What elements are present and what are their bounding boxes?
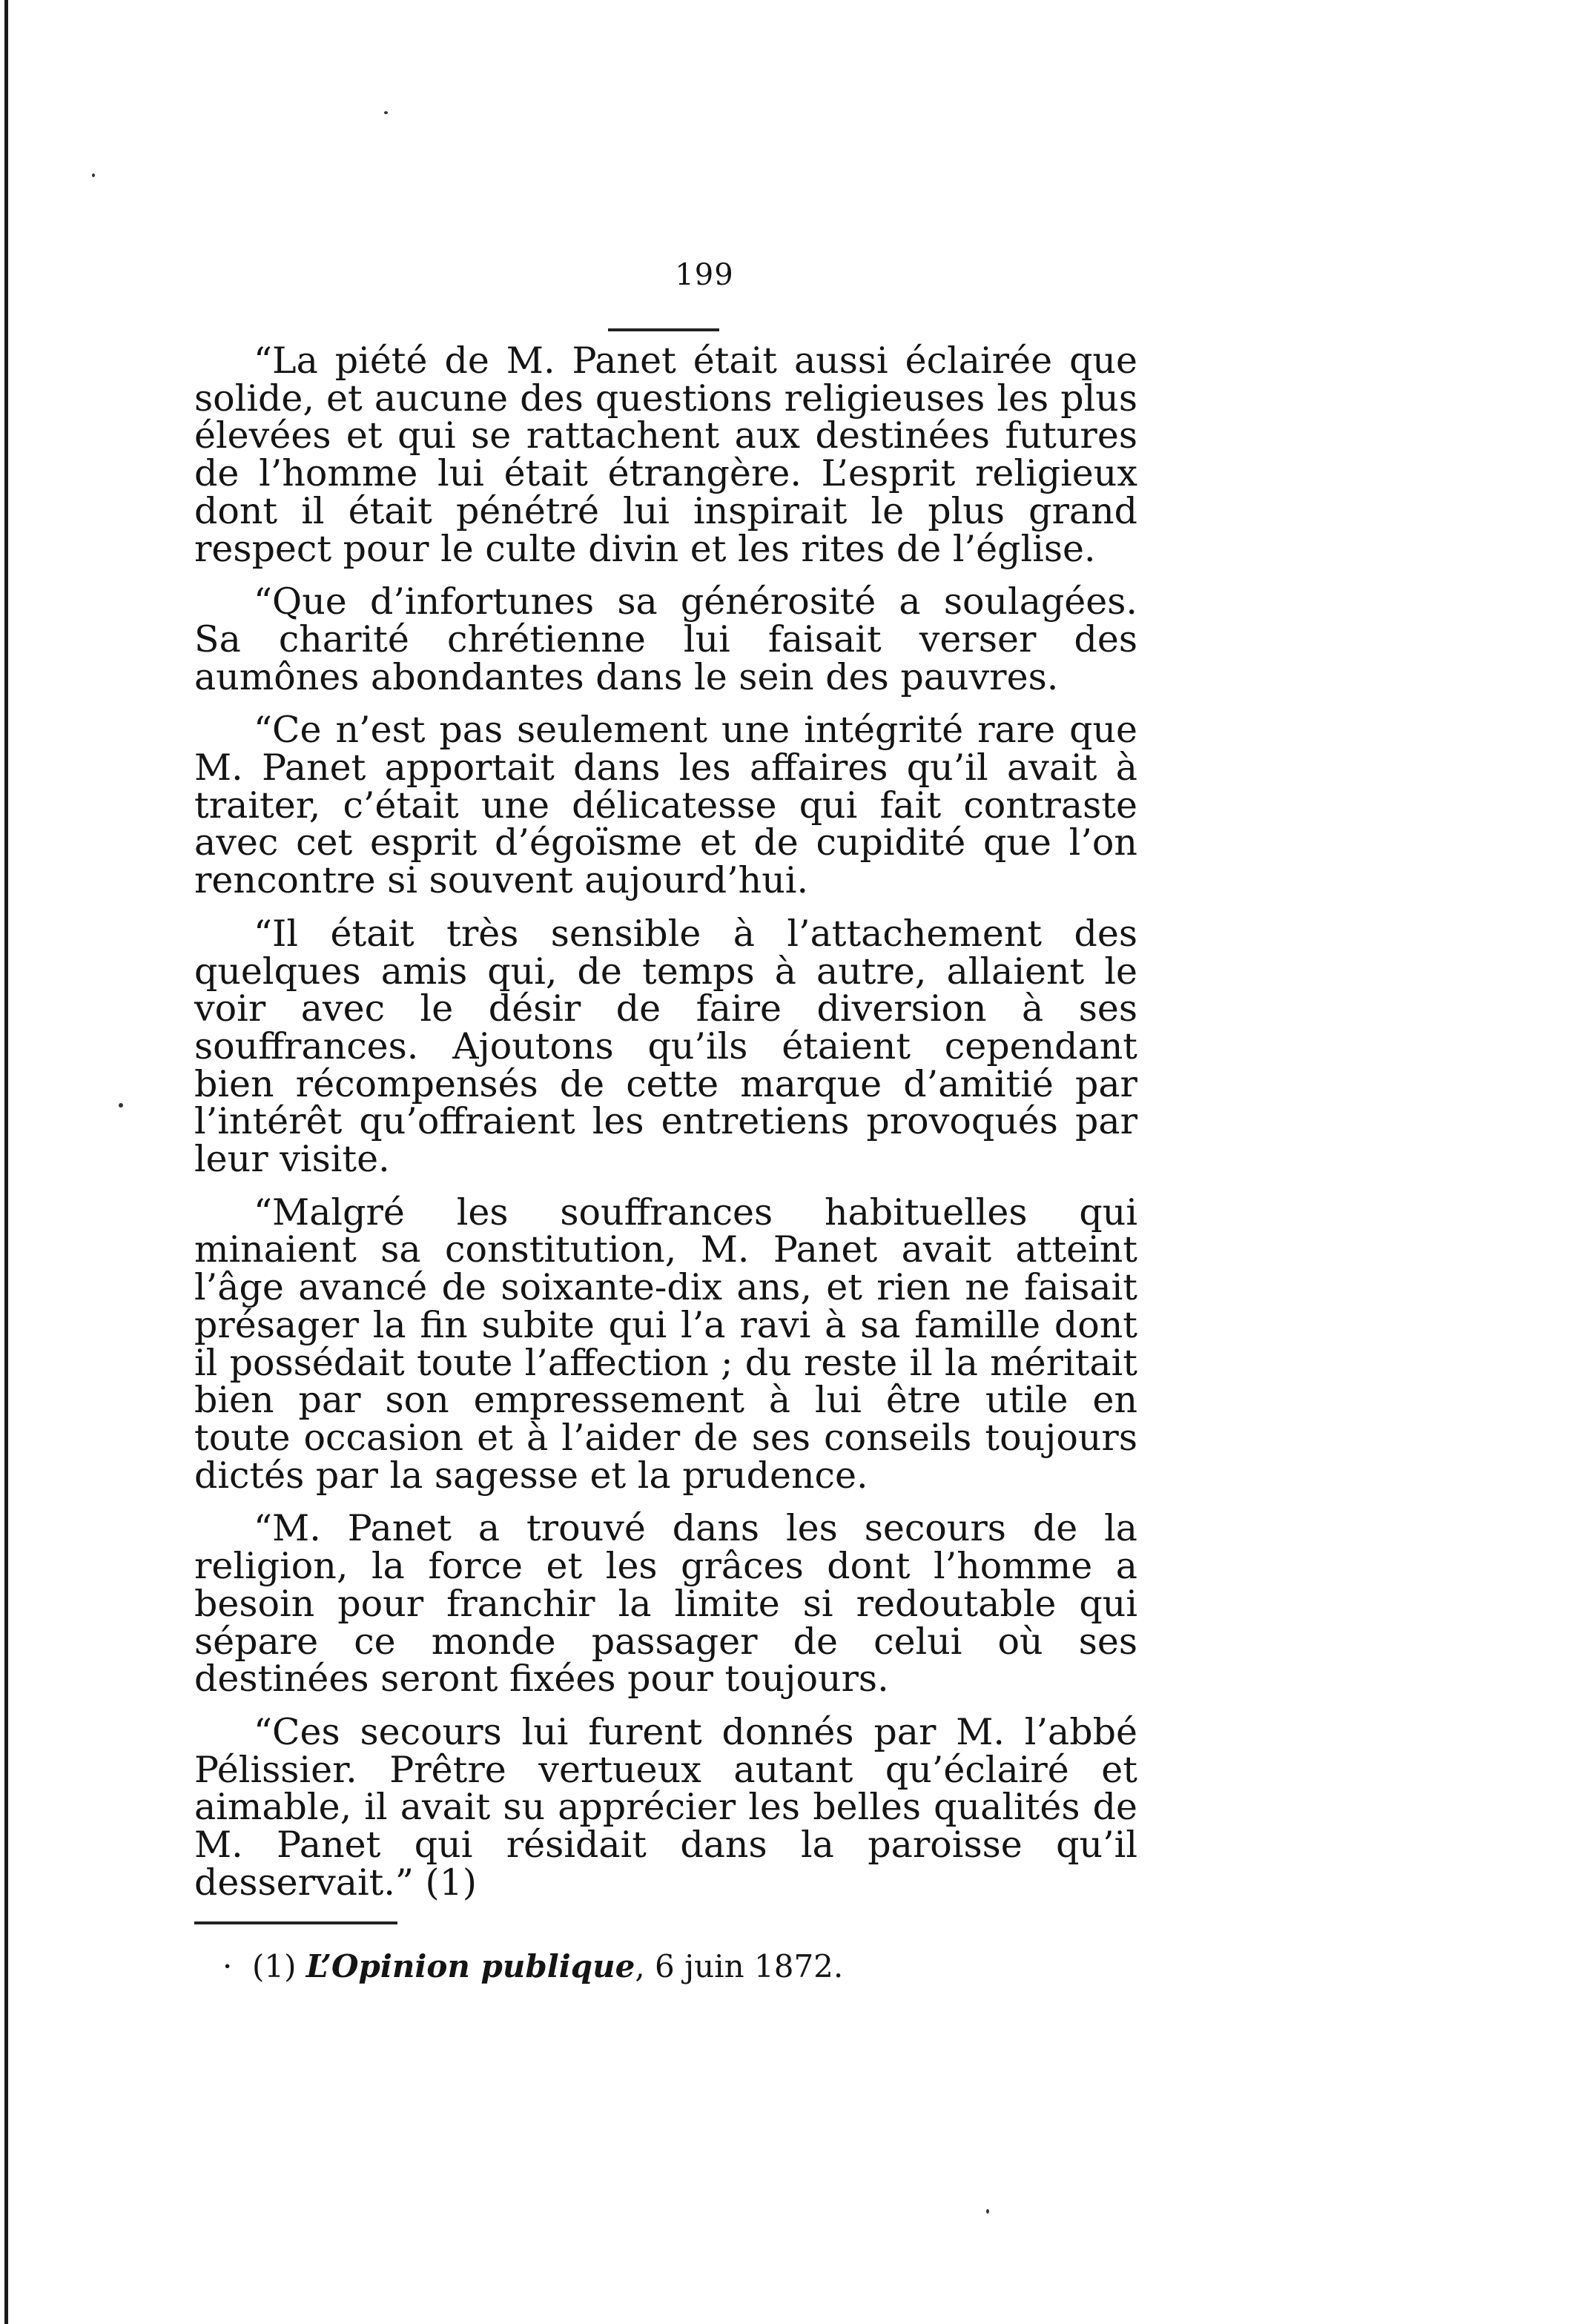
footnote [222,1948,844,1985]
page-edge-line [4,0,8,2324]
body-text [194,342,1137,1917]
scan-speck [92,173,95,177]
paragraph: “Ces secours lui furent donnés par M. l’abbé Pélissier. Prêtre vertueux autant qu’éclairé et aimable, il avait su apprécier les belles qualités de M. Panet qui résidait dans la paroisse qu’il desservait.” (1) [194,1710,1137,1904]
page-number-rule [608,328,719,331]
page-number: 199 [675,258,734,292]
footnote-date: , 6 juin 1872. [635,1948,844,1984]
footnote-source-title: L’Opinion publique [305,1948,635,1984]
paragraph: “Que d’infortunes sa générosité a soulagées. Sa charité chrétienne lui faisait verser des aumônes abondantes dans le sein des pauvres. [194,580,1137,698]
scan-speck [986,2209,989,2214]
footnote-bullet: · [222,1948,233,1984]
paragraph: “Malgré les souffrances habituelles qui minaient sa constitution, M. Panet avait atteint l’âge avancé de soixante-dix ans, et rien ne faisait présager la fin subite qui l’a ravi à sa famille dont il possédait toute l’affection ; du reste il la méritait bien par son empressement à lui être utile en toute occasion et à l’aider de ses conseils toujours dictés par la sagesse et la prudence. [194,1191,1137,1497]
paragraph: “M. Panet a trouvé dans les secours de la religion, la force et les grâces dont l’homme a besoin pour franchir la limite si redoutable qui sépare ce monde passager de celui où ses destinées seront fixées pour toujours. [194,1507,1137,1701]
footnote-marker: (1) [252,1948,297,1984]
paragraph: “La piété de M. Panet était aussi éclairée que solide, et aucune des questions religieuses les plus élevées et qui se rattachent aux destinées futures de l’homme lui était étrangère. L’esprit religieux dont il était pénétré lui inspirait le plus grand respect pour le culte divin et les rites de l’église. [194,340,1137,570]
scan-speck [119,1103,123,1108]
scan-speck [384,111,388,114]
footnote-rule [194,1921,397,1924]
paragraph: “Ce n’est pas seulement une intégrité rare que M. Panet apportait dans les affaires qu’il avait à traiter, c’était une délicatesse qui fait contraste avec cet esprit d’égoïsme et de cupidité que l’on rencontre si souvent aujourd’hui. [194,709,1137,902]
paragraph: “Il était très sensible à l’attachement des quelques amis qui, de temps à autre, allaient le voir avec le désir de faire diversion à ses souffrances. Ajoutons qu’ils étaient cependant bien récompensés de cette marque d’amitié par l’intérêt qu’offraient les entretiens provoqués par leur visite. [194,912,1137,1181]
